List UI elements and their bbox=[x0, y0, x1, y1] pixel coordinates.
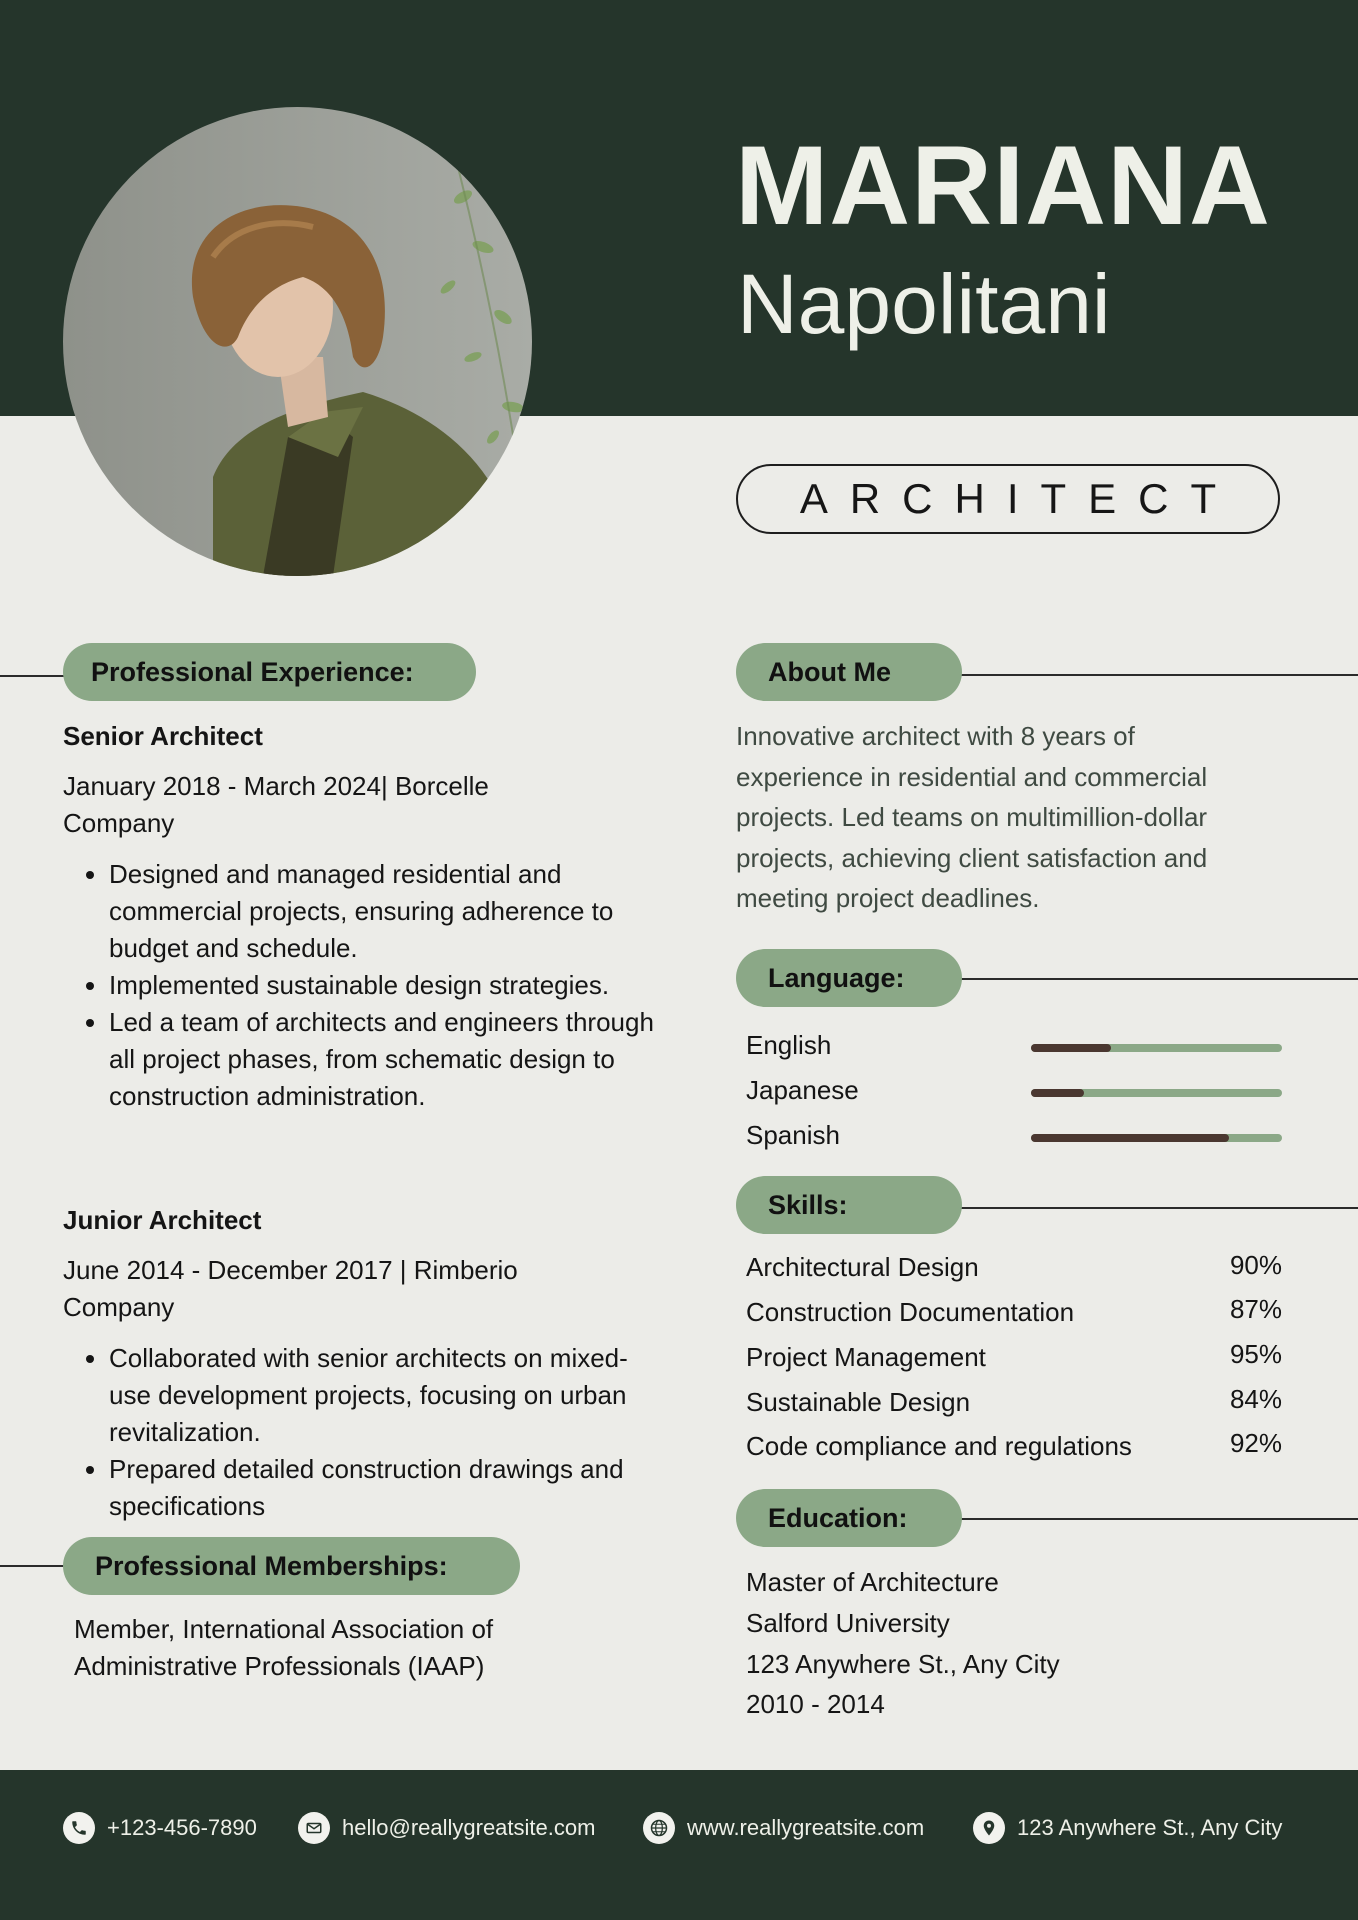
language-bar-fill bbox=[1031, 1044, 1111, 1052]
section-line bbox=[950, 674, 1358, 676]
portrait-illustration bbox=[63, 107, 532, 576]
profile-photo bbox=[63, 107, 532, 576]
section-line bbox=[950, 1207, 1358, 1209]
section-header-about: About Me bbox=[736, 643, 962, 701]
job-bullets bbox=[63, 856, 669, 1115]
education-school: Salford University bbox=[746, 1608, 950, 1638]
address-text: 123 Anywhere St., Any City bbox=[1017, 1815, 1283, 1840]
language-bar bbox=[1031, 1089, 1282, 1097]
job-title: Senior Architect bbox=[63, 721, 263, 751]
language-bar-fill bbox=[1031, 1089, 1084, 1097]
about-text: Innovative architect with 8 years of experience in residential and commercial projects. Led teams on multimillion-dollar projects, achieving client satisfaction and meeting project deadlines. bbox=[736, 721, 1208, 913]
footer-band bbox=[0, 1770, 1358, 1920]
bullet-item: • Designed and managed residential and commercial projects, ensuring adherence to budget and schedule. bbox=[109, 856, 669, 967]
education-degree: Master of Architecture bbox=[746, 1567, 999, 1597]
skill-name: Construction Documentation bbox=[746, 1297, 1075, 1327]
job-meta: June 2014 - December 2017 | Rimberio Company bbox=[63, 1255, 518, 1322]
skill-name: Code compliance and regulations bbox=[746, 1431, 1132, 1461]
globe-icon bbox=[643, 1812, 675, 1844]
role-badge: ARCHITECT bbox=[736, 464, 1280, 534]
last-name: Napolitani bbox=[737, 257, 1111, 351]
website-text[interactable]: www.reallygreatsite.com bbox=[687, 1815, 925, 1840]
contact-email bbox=[298, 1812, 595, 1844]
section-line bbox=[950, 978, 1358, 980]
section-header-education: Education: bbox=[736, 1489, 962, 1547]
contact-phone bbox=[63, 1812, 257, 1844]
contact-website bbox=[643, 1812, 924, 1844]
job-title: Junior Architect bbox=[63, 1205, 262, 1235]
section-header-memberships: Professional Memberships: bbox=[63, 1537, 520, 1595]
bullet-item: • Led a team of architects and engineers through all project phases, from schematic design to construction administration. bbox=[109, 1004, 669, 1115]
education-years: 2010 - 2014 bbox=[746, 1689, 885, 1719]
job-bullets bbox=[63, 1340, 669, 1525]
bullet-item: • Collaborated with senior architects on mixed-use development projects, focusing on urban revitalization. bbox=[109, 1340, 669, 1451]
section-header-experience: Professional Experience: bbox=[63, 643, 476, 701]
education-address: 123 Anywhere St., Any City bbox=[746, 1649, 1060, 1679]
skill-name: Architectural Design bbox=[746, 1252, 979, 1282]
language-bar-fill bbox=[1031, 1134, 1229, 1142]
section-header-skills: Skills: bbox=[736, 1176, 962, 1234]
language-bar bbox=[1031, 1134, 1282, 1142]
skill-percent: 84% bbox=[1229, 1384, 1282, 1414]
phone-icon bbox=[63, 1812, 95, 1844]
skill-percent: 87% bbox=[1229, 1294, 1282, 1324]
mail-icon bbox=[298, 1812, 330, 1844]
section-header-language: Language: bbox=[736, 949, 962, 1007]
language-name: Spanish bbox=[746, 1120, 840, 1150]
language-name: Japanese bbox=[746, 1075, 859, 1105]
bullet-item: • Implemented sustainable design strategies. bbox=[109, 967, 669, 1004]
email-text[interactable]: hello@reallygreatsite.com bbox=[342, 1815, 596, 1840]
section-line bbox=[950, 1518, 1358, 1520]
skill-name: Sustainable Design bbox=[746, 1387, 971, 1417]
location-pin-icon bbox=[973, 1812, 1005, 1844]
skill-name: Project Management bbox=[746, 1342, 986, 1372]
contact-address bbox=[973, 1812, 1282, 1844]
skill-percent: 90% bbox=[1229, 1250, 1282, 1280]
skill-percent: 95% bbox=[1229, 1339, 1282, 1369]
bullet-item: • Prepared detailed construction drawings and specifications bbox=[109, 1451, 669, 1525]
skill-percent: 92% bbox=[1229, 1428, 1282, 1458]
membership-text: Member, International Association of Administrative Professionals (IAAP) bbox=[74, 1614, 494, 1681]
first-name: MARIANA bbox=[735, 123, 1271, 248]
language-bar bbox=[1031, 1044, 1282, 1052]
language-name: English bbox=[746, 1030, 832, 1060]
job-meta: January 2018 - March 2024| Borcelle Company bbox=[63, 771, 489, 838]
phone-text[interactable]: +123-456-7890 bbox=[107, 1815, 257, 1840]
